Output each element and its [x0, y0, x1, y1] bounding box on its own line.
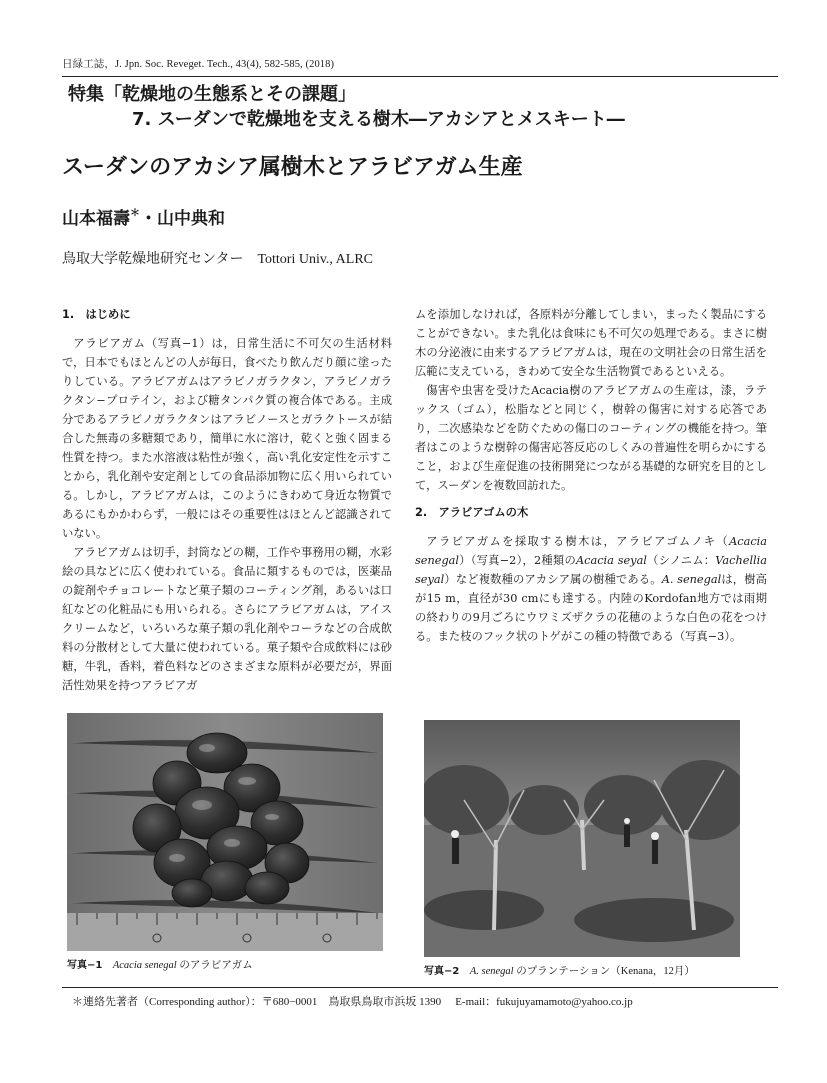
species-name: Acacia seyal	[575, 554, 647, 567]
feature-title: 特集「乾燥地の生態系とその課題」	[68, 84, 356, 105]
photo-plantation	[424, 720, 740, 957]
corresponding-mark: ＊	[130, 208, 140, 219]
article-title: スーダンのアカシア属樹木とアラビアガム生産	[62, 155, 523, 180]
author-2: ・山中典和	[140, 209, 225, 229]
species-name: Acacia senegal	[415, 535, 767, 567]
authors	[62, 204, 225, 229]
caption-photo-2: 写真−2 A. senegal のプランテーション（Kenana，12月）	[424, 966, 695, 977]
species-name: A. senegal	[661, 573, 722, 586]
photo-gum-arabic	[67, 713, 383, 951]
header-rule	[62, 76, 778, 77]
footer-rule	[62, 987, 778, 988]
paragraph: アラビアガム（写真−1）は，日常生活に不可欠の生活材料で，日本でもほとんどの人が毎日，食べたり飲んだり顔に塗ったりしている。アラビアガムはアラビノガラクタン，アラビノガラクタン−プロテイン，および糖タンパク質の複合体である。主成分であるアラビノガラクタンはアラビノースとガラクトースが結合した無毒の多糖類であり，簡単に水に溶け，乾くと強く固まる性質を持つ。また水溶液は粘性が強く，高い乳化安定性を示すことから，乳化剤や安定剤としての食品添加物に広く用いられている。しかし，アラビアガムは，このようにきわめて身近な物質であるにもかかわらず，一般にはその重要性はほとんど認識されていない。	[62, 337, 392, 540]
paragraph: アラビアガムを採取する樹木は，アラビアゴムノキ（Acacia senegal）（写真−2），2種類のAcacia seyal（シノニム：Vachellia seyal）など複数種のアカシア属の樹種である。A. senegalは，樹高が15 m，直径が30 cmにも達する。内陸のKordofan地方では雨期の終わりの9月ごろにウワミズザクラの花穂のような白色の花をつける。また枝のフック状のトゲがこの種の特徴である（写真−3）。	[415, 535, 779, 643]
paragraph: 傷害や虫害を受けたAcacia樹のアラビアガムの生産は，漆，ラテックス（ゴム），松脂などと同じく，樹幹の傷害に対する応答であり，二次感染などを防ぐための傷口のコーティングの機能を持つ。筆者はこのような樹幹の傷害応答反応のしくみの普遍性を明らかにすること，および生産促進の技術開発につながる基礎的な研究を目的として，スーダンを複数回訪れた。	[415, 384, 767, 492]
paragraph: ムを添加しなければ，各原料が分離してしまい，まったく製品にすることができない。また乳化は食味にも不可欠の処理である。まさに樹木の分泌液に由来するアラビアガムは，現在の文明社会の日常生活を広範に支えている，きわめて安全な生活物質であるといえる。	[415, 308, 767, 378]
contact-email[interactable]: E-mail：fukujuyamamoto@yahoo.co.jp	[455, 996, 633, 1008]
species-name: Vachellia seyal	[415, 554, 779, 586]
feature-subtitle: 7. スーダンで乾燥地を支える樹木―アカシアとメスキート―	[132, 109, 625, 130]
author-1: 山本福壽	[62, 209, 130, 229]
caption-photo-1: 写真−1 Acacia senegal のアラビアガム	[67, 960, 253, 971]
footnote	[72, 993, 647, 1009]
journal-citation: 日緑工誌，J. Jpn. Soc. Reveget. Tech., 43(4), 582-585, (2018)	[62, 59, 335, 70]
column-left	[62, 305, 392, 695]
corresponding-address: ＊連絡先著者（Corresponding author）：〒680−0001 鳥取県鳥取市浜坂 1390	[72, 996, 442, 1008]
section-heading-2: 2. アラビアゴムの木	[415, 506, 529, 519]
paragraph: アラビアガムは切手，封筒などの糊，工作や事務用の糊，水彩絵の具などに広く使われている。食品に類するものでは，医薬品の錠剤やチョコレートなど菓子類のコーティング剤，あるいは口紅などの化粧品にも用いられる。さらにアラビアガムは，アイスクリームなど，いろいろな菓子類の乳化剤やコーラなどの合成飲料の分散材として大量に使われている。菓子類や合成飲料には砂糖，牛乳，香料，着色料などのさまざまな原料が必要だが，界面活性効果を持つアラビアガ	[62, 546, 392, 692]
column-right	[415, 305, 779, 646]
affiliation: 鳥取大学乾燥地研究センター Tottori Univ., ALRC	[62, 252, 374, 267]
section-heading-1: 1. はじめに	[62, 308, 131, 321]
